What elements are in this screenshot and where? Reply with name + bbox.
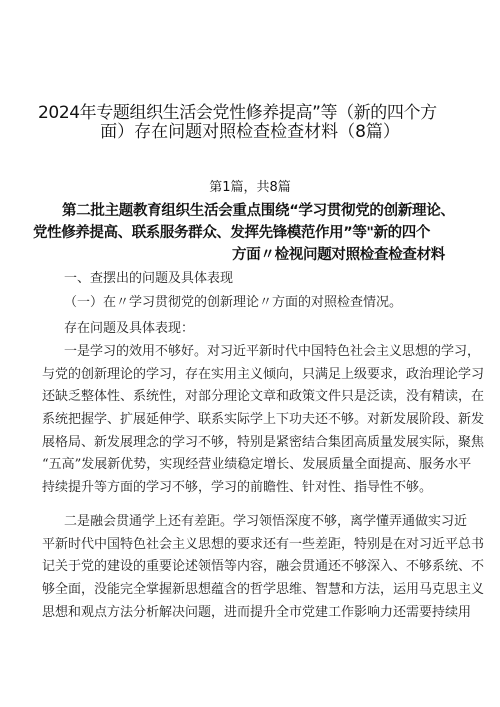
- page-count: 第1篇，共8篇: [209, 180, 291, 195]
- paragraph-2-line: 思想和观点方法分析解决问题，进而提升全市党建工作影响力还需要持续用: [42, 604, 472, 620]
- paragraph-2-line: 够全面，没能完全掌握新思想蕴含的哲学思维、智慧和方法，运用马克思主义: [42, 582, 485, 598]
- paragraph-1-line: 与党的创新理论的学习，存在实用主义倾向，只满足上级要求，政治理论学习: [42, 366, 485, 382]
- subtitle-line-1: 第二批主题教育组织生活会重点围绕“学习贯彻党的创新理论、: [62, 203, 455, 219]
- paragraph-2-line: 平新时代中国特色社会主义思想的要求还有一些差距，特别是在对习近平总书: [42, 536, 485, 552]
- paragraph-2-line: 记关于党的建设的重要论述领悟等内容，融会贯通还不够深入、不够系统、不: [42, 559, 485, 575]
- subtitle-line-3: 方面〃检视问题对照检查检查材料: [232, 247, 445, 263]
- paragraph-1-line: 持续提升等方面的学习不够，学习的前瞻性、针对性、指导性不够。: [42, 480, 433, 496]
- problem-label: 存在问题及具体表现：: [64, 321, 195, 336]
- paragraph-2: [42, 511, 485, 624]
- paragraph-1-line: 一是学习的效用不够好。对习近平新时代中国特色社会主义思想的学习，: [64, 344, 481, 359]
- paragraph-1-line: 系统把握学、扩展延伸学、联系实际学上下功夫还不够。对新发展阶段、新发: [42, 412, 485, 428]
- section-heading: 一、查摆出的问题及具体表现: [64, 271, 234, 286]
- subtitle-line-2: 党性修养提高、联系服务群众、发挥先锋模范作用”等"新的四个: [33, 225, 430, 241]
- document-title-line-2: 面）存在问题对照检查检查材料（8篇）: [100, 122, 400, 142]
- paragraph-1-line: “五高”发展新优势，实现经营业绩稳定增长、发展质量全面提高、服务水平: [42, 457, 472, 473]
- paragraph-1: [42, 341, 485, 500]
- paragraph-1-line: 还缺乏整体性、系统性，对部分理论文章和政策文件只是泛读，没有精读，在: [42, 389, 485, 405]
- document-title-line-1: 2024年专题组织生活会党性修养提高”等（新的四个方: [38, 103, 437, 123]
- paragraph-1-line: 展格局、新发展理念的学习不够，特别是紧密结合集团高质量发展实际，聚焦: [42, 434, 485, 450]
- sub-heading: （一）在〃学习贯彻党的创新理论〃方面的对照检查情况。: [64, 295, 403, 310]
- paragraph-2-line: 二是融会贯通学上还有差距。学习领悟深度不够，离学懂弄通做实习近: [64, 514, 468, 529]
